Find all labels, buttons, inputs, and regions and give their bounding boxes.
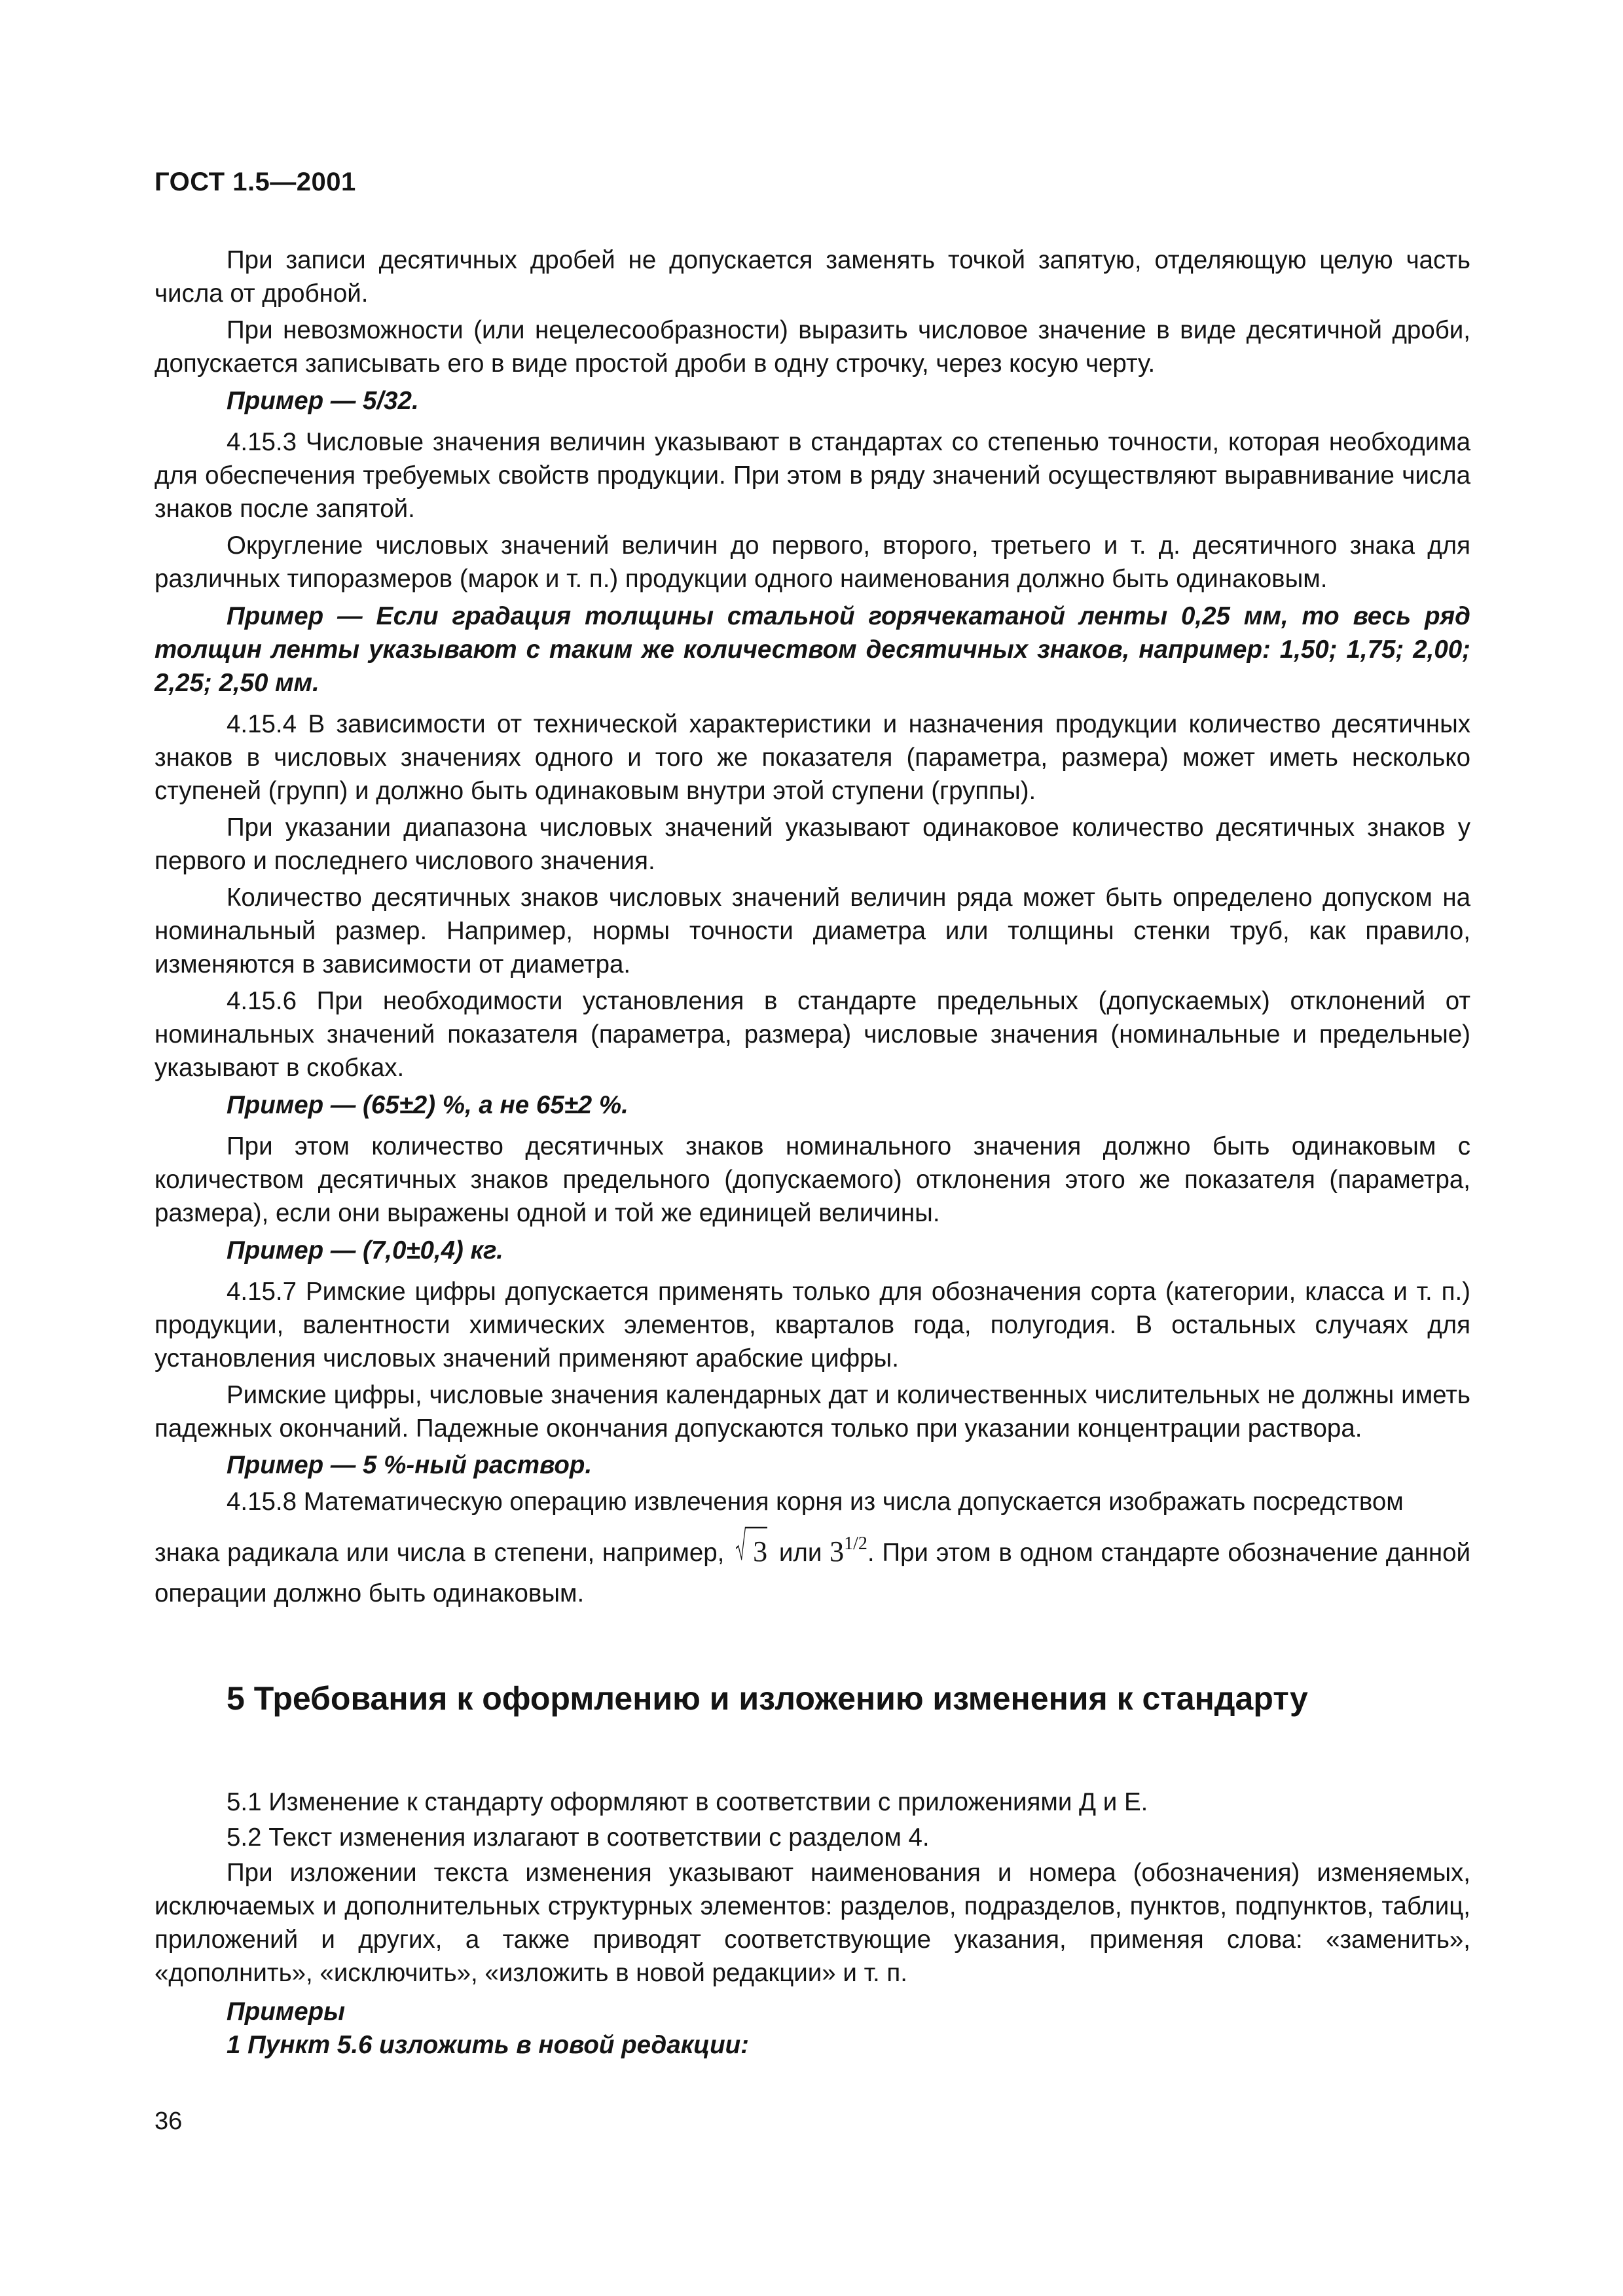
paragraph: Римские цифры, числовые значения календарных дат и количественных числительных не должны иметь падежных окончаний. Падежные окончания допускаются только при указании концентрации раствора. <box>155 1381 1470 1443</box>
paragraph: При этом количество десятичных знаков номинального значения должно быть одинаковым с количеством десятичных знаков предельного (допускаемого) отклонения этого же показателя (параметра, размера), если они выражены одной и той же единицей величины. <box>155 1132 1470 1227</box>
example: Пример — (65±2) %, а не 65±2 %. <box>227 1091 629 1119</box>
paragraph: При невозможности (или нецелесообразности) выразить числовое значение в виде десятичной дроби, допускается записывать его в виде простой дроби в одну строчку, через косую черту. <box>155 316 1470 378</box>
example: 1 Пункт 5.6 изложить в новой редакции: <box>227 2031 749 2059</box>
paragraph: 4.15.7 Римские цифры допускается применять только для обозначения сорта (категории, класса и т. п.) продукции, валентности химических элементов, кварталов года, полугодия. В остальных случаях для установления числовых значений применяют арабские цифры. <box>155 1278 1470 1372</box>
radical-paragraph <box>155 1533 1470 1613</box>
page-number: 36 <box>155 2108 183 2135</box>
examples-label: Примеры <box>227 1998 346 2026</box>
paragraph: При записи десятичных дробей не допускается заменять точкой запятую, отделяющую целую часть числа от дробной. <box>155 246 1470 308</box>
paragraph: 4.15.8 Математическую операцию извлечения корня из числа допускается изображать посредством <box>227 1488 1404 1516</box>
section-5-title: 5 Требования к оформлению и изложению изменения к стандарту <box>227 1680 1308 1717</box>
paragraph: Округление числовых значений величин до первого, второго, третьего и т. д. десятичного знака для различных типоразмеров (марок и т. п.) продукции одного наименования должно быть одинаковым. <box>155 531 1470 593</box>
radical-text-after: . При этом в одном стандарте обозначение данной операции должно быть одинаковым. <box>155 1539 1471 1607</box>
radical-sign-icon <box>736 1526 767 1560</box>
radical-text-or: или <box>778 1539 822 1567</box>
paragraph: При указании диапазона числовых значений указывают одинаковое количество десятичных знаков у первого и последнего числового значения. <box>155 814 1470 875</box>
power-exponent: 1/2 <box>844 1534 867 1554</box>
square-root <box>736 1533 767 1571</box>
example: Пример — Если градация толщины стальной горячекатаной ленты 0,25 мм, то весь ряд толщин ленты указывают с таким же количеством десятичных знаков, например: 1,50; 1,75; 2,00; 2,25; 2,50 мм. <box>155 602 1470 697</box>
paragraph: 4.15.6 При необходимости установления в стандарте предельных (допускаемых) отклонений от номинальных значений показателя (параметра, размера) числовые значения (номинальные и предельные) указывают в скобках. <box>155 987 1470 1082</box>
main-text <box>155 243 1470 1616</box>
power-base: 3 <box>830 1535 845 1568</box>
power-expression <box>830 1535 867 1568</box>
paragraph: 5.2 Текст изменения излагают в соответствии с разделом 4. <box>227 1823 930 1852</box>
paragraph: Количество десятичных знаков числовых значений величин ряда может быть определено допуском на номинальный размер. Например, нормы точности диаметра или толщины стенки труб, как правило, изменяются в зависимости от диаметра. <box>155 884 1470 978</box>
example: Пример — (7,0±0,4) кг. <box>227 1236 503 1265</box>
document-header: ГОСТ 1.5—2001 <box>155 168 356 196</box>
paragraph: При изложении текста изменения указывают наименования и номера (обозначения) изменяемых, исключаемых и дополнительных структурных элементов: разделов, подразделов, пунктов, подпунктов, таблиц, приложений и других, а также приводят соответствующие указания, применяя слова: «заменить», «дополнить», «исключить», «изложить в новой редакции» и т. п. <box>155 1859 1470 1987</box>
square-root-argument: 3 <box>753 1535 768 1568</box>
paragraph: 5.1 Изменение к стандарту оформляют в соответствии с приложениями Д и Е. <box>227 1788 1148 1816</box>
paragraph: 4.15.3 Числовые значения величин указывают в стандартах со степенью точности, которая необходима для обеспечения требуемых свойств продукции. При этом в ряду значений осуществляют выравнивание числа знаков после запятой. <box>155 428 1470 523</box>
paragraph: 4.15.4 В зависимости от технической характеристики и назначения продукции количество десятичных знаков в числовых значениях одного и того же показателя (параметра, размера) может иметь несколько ступеней (групп) и должно быть одинаковым внутри этой ступени (группы). <box>155 710 1470 805</box>
section-5-text <box>155 1785 1470 2062</box>
example: Пример — 5/32. <box>227 387 419 415</box>
example: Пример — 5 %-ный раствор. <box>227 1451 593 1479</box>
radical-text-before: знака радикала или числа в степени, например, <box>155 1539 725 1567</box>
